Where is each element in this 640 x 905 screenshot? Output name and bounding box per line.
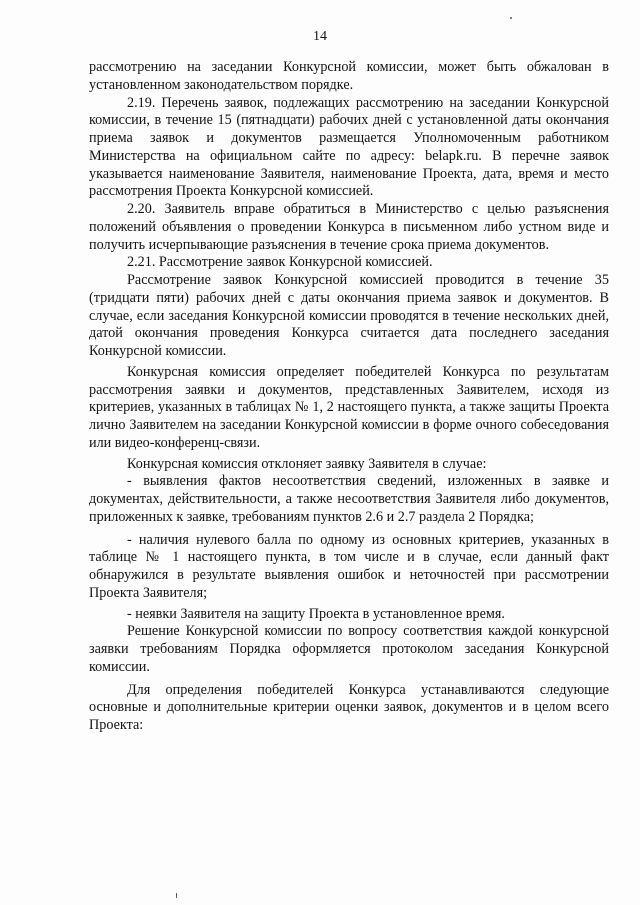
paragraph-winner-determination: Конкурсная комиссия определяет победителей Конкурса по результатам рассмотрения заявки и документов, представленных Заявителем, исходя из критериев, указанных в таблицах № 1, 2 настоящего пункта, а также защиты Проекта лично Заявителем на заседании Конкурсной комиссии в форме очного собеседования или видео-конференц-связи.: [89, 363, 609, 451]
paragraph-review-period: Рассмотрение заявок Конкурсной комиссией проводится в течение 35 (тридцати пяти) рабочих дней с даты окончания приема заявок и документов. В случае, если заседания Конкурсной комиссии проводятся в течение нескольких дней, датой окончания проведения Конкурса считается дата последнего заседания Конкурсной комиссии.: [89, 272, 609, 359]
paragraph-2-19: 2.19. Перечень заявок, подлежащих рассмотрению на заседании Конкурсной комиссии, в течение 15 (пятнадцати) рабочих дней с установленной даты окончания приема заявок и документов размещается Уполномоченным работником Министерства на официальном сайте по адресу: belapk.ru. В перечне заявок указывается наименование Заявителя, наименование Проекта, дата, время и место рассмотрения Проекта Конкурсной комиссией.: [89, 94, 609, 200]
document-body: [89, 59, 609, 735]
paragraph-2-21-heading: 2.21. Рассмотрение заявок Конкурсной комиссией.: [127, 254, 433, 271]
paragraph-criteria-intro: Для определения победителей Конкурса устанавливаются следующие основные и дополнительные критерии оценки заявок, документов и в целом всего Проекта:: [89, 681, 609, 733]
page-number: 14: [313, 29, 327, 44]
paragraph-decision-protocol: Решение Конкурсной комиссии по вопросу соответствия каждой конкурсной заявки требованиям Порядка оформляется протоколом заседания Конкурсной комиссии.: [89, 623, 609, 675]
paragraph-rejection-intro: Конкурсная комиссия отклоняет заявку Заявителя в случае:: [127, 455, 487, 472]
list-item-rejection-zero-score: - наличия нулевого балла по одному из основных критериев, указанных в таблице № 1 настоящего пункта, в том числе и в случае, если данный факт обнаружился в результате выявления ошибок и неточностей при рассмотрении Проекта Заявителя;: [89, 531, 609, 601]
paragraph-2-20: 2.20. Заявитель вправе обратиться в Министерство с целью разъяснения положений объявления о проведении Конкурса в письменном либо устном виде и получить исчерпывающие разъяснения в течение срока приема документов.: [89, 201, 609, 253]
list-item-rejection-no-show: - неявки Заявителя на защиту Проекта в установленное время.: [127, 605, 505, 622]
list-item-rejection-mismatch: - выявления фактов несоответствия сведений, изложенных в заявке и документах, действительности, а также несоответствия Заявителя либо документов, приложенных к заявке, требованиям пунктов 2.6 и 2.7 раздела 2 Порядка;: [89, 473, 609, 525]
paragraph-appeal-continuation: рассмотрению на заседании Конкурсной комиссии, может быть обжалован в установленном законодательством порядке.: [89, 59, 609, 93]
scan-speck: [176, 893, 177, 898]
scan-speck: [510, 17, 512, 19]
